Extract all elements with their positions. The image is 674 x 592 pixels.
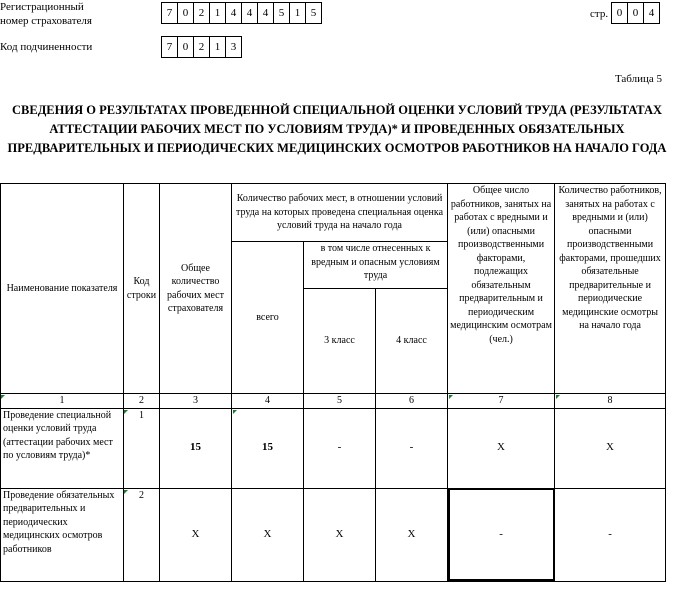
cell-workers-total[interactable]: X: [448, 408, 555, 488]
cell-class4[interactable]: -: [376, 408, 448, 488]
table-number: Таблица 5: [614, 73, 662, 85]
page-number-boxes[interactable]: [611, 2, 660, 24]
row-name: Проведение специальной оценки условий труда (аттестации рабочих мест по условиям труда)*: [1, 408, 124, 488]
reg-digit[interactable]: 5: [305, 2, 322, 24]
col-num: 8: [555, 394, 666, 409]
header-workers-passed: Количество работников, занятых на работах с вредными и (или) опасными производственными факторами, прошедших обязательные предварительные и периодические медицинские осмотры на начало года: [555, 184, 666, 394]
page-digit[interactable]: 0: [627, 2, 644, 24]
row-name: Проведение обязательных предварительных и периодических медицинских осмотров работников: [1, 488, 124, 581]
header-code: Код строки: [124, 184, 160, 394]
col-num: 5: [304, 394, 376, 409]
sub-digit[interactable]: 1: [209, 36, 226, 58]
col-num: 4: [232, 394, 304, 409]
sub-digit[interactable]: 7: [161, 36, 178, 58]
cell-marker-icon: [124, 410, 128, 414]
cell-total[interactable]: 15: [160, 408, 232, 488]
reg-digit[interactable]: 4: [241, 2, 258, 24]
col-num: 6: [376, 394, 448, 409]
header-class3: 3 класс: [304, 289, 376, 394]
cell-all[interactable]: 15: [232, 408, 304, 488]
cell-marker-icon: [556, 395, 560, 399]
reg-digit[interactable]: 2: [193, 2, 210, 24]
reg-digit[interactable]: 0: [177, 2, 194, 24]
reg-digit[interactable]: 5: [273, 2, 290, 24]
row-code: 1: [124, 408, 160, 488]
sub-digit[interactable]: 0: [177, 36, 194, 58]
col-num: 2: [124, 394, 160, 409]
table-row: [1, 408, 666, 488]
cell-marker-icon: [233, 410, 237, 414]
page-digit[interactable]: 4: [643, 2, 660, 24]
cell-class3[interactable]: -: [304, 408, 376, 488]
data-table: [0, 183, 666, 582]
reg-number-label: Регистрационный номер страхователя: [0, 1, 92, 27]
reg-digit[interactable]: 7: [161, 2, 178, 24]
reg-digit[interactable]: 4: [257, 2, 274, 24]
header-name: Наименование показателя: [1, 184, 124, 394]
sub-digit[interactable]: 2: [193, 36, 210, 58]
header-class4: 4 класс: [376, 289, 448, 394]
cell-marker-icon: [124, 490, 128, 494]
column-numbers-row: [1, 394, 666, 409]
subordination-code-label: Код подчиненности: [0, 41, 93, 53]
col-num: 7: [448, 394, 555, 409]
sub-digit[interactable]: 3: [225, 36, 242, 58]
col-num: 1: [1, 394, 124, 409]
page-digit[interactable]: 0: [611, 2, 628, 24]
header-harmful-group: в том числе отнесенных к вредным и опасным условиям труда: [304, 242, 448, 289]
header-workers-total: Общее число работников, занятых на работах с вредными и (или) опасными производственными факторами, подлежащих обязательным предварительным и периодическим медицинским осмотрам (чел.): [448, 184, 555, 394]
cell-marker-icon: [449, 395, 453, 399]
row-code: 2: [124, 488, 160, 581]
cell-class4[interactable]: X: [376, 488, 448, 581]
cell-all[interactable]: X: [232, 488, 304, 581]
reg-number-boxes[interactable]: [161, 2, 322, 24]
header-all: всего: [232, 242, 304, 394]
reg-digit[interactable]: 4: [225, 2, 242, 24]
header-sout-group: Количество рабочих мест, в отношении условий труда на которых проведена специальная оценка условий труда на начало года: [232, 184, 448, 242]
col-num: 3: [160, 394, 232, 409]
page-label: стр.: [590, 8, 609, 20]
cell-total[interactable]: X: [160, 488, 232, 581]
cell-marker-icon: [1, 395, 5, 399]
subordination-code-boxes[interactable]: [161, 36, 242, 58]
page-title: СВЕДЕНИЯ О РЕЗУЛЬТАТАХ ПРОВЕДЕННОЙ СПЕЦИАЛЬНОЙ ОЦЕНКИ УСЛОВИЙ ТРУДА (РЕЗУЛЬТАТАХ АТТЕСТАЦИИ РАБОЧИХ МЕСТ ПО УСЛОВИЯМ ТРУДА)* И ПРОВЕДЕННЫХ ОБЯЗАТЕЛЬНЫХ ПРЕДВАРИТЕЛЬНЫХ И ПЕРИОДИЧЕСКИХ МЕДИЦИНСКИХ ОСМОТРОВ РАБОТНИКОВ НА НАЧАЛО ГОДА: [7, 103, 667, 155]
reg-digit[interactable]: 1: [209, 2, 226, 24]
cell-workers-passed[interactable]: X: [555, 408, 666, 488]
cell-workers-total[interactable]: -: [448, 488, 555, 581]
cell-class3[interactable]: X: [304, 488, 376, 581]
cell-workers-passed[interactable]: -: [555, 488, 666, 581]
table-row: [1, 488, 666, 581]
reg-digit[interactable]: 1: [289, 2, 306, 24]
header-total: Общее количество рабочих мест страхователя: [160, 184, 232, 394]
